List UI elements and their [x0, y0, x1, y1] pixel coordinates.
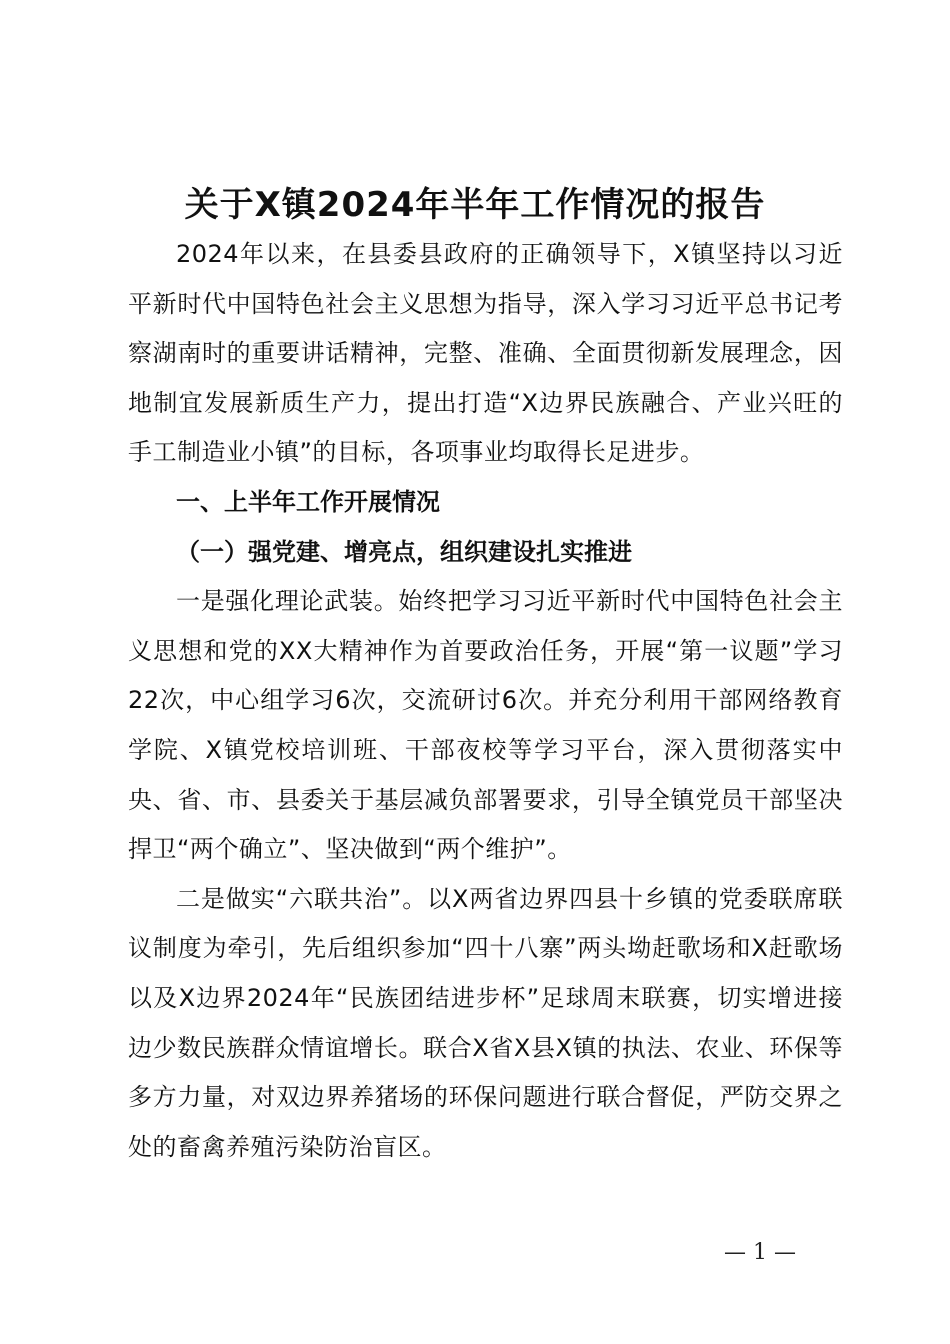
body-paragraph: 二是做实“六联共治”。以X两省边界四县十乡镇的党委联席联议制度为牵引，先后组织参加“四十八寨”两头坳赶歌场和X赶歌场以及X边界2024年“民族团结进步杯”足球周末联赛，切实增进接边少数民族群众情谊增长。联合X省X县X镇的执法、农业、环保等多方力量，对双边界养猪场的环保问题进行联合督促，严防交界之处的畜禽养殖污染防治盲区。	[128, 884, 843, 1161]
subsection-heading: （一）强党建、增亮点，组织建设扎实推进	[176, 537, 632, 566]
intro-paragraph: 2024年以来，在县委县政府的正确领导下，X镇坚持以习近平新时代中国特色社会主义思想为指导，深入学习习近平总书记考察湖南时的重要讲话精神，完整、准确、全面贯彻新发展理念，因地制宜发展新质生产力，提出打造“X边界民族融合、产业兴旺的手工制造业小镇”的目标，各项事业均取得长足进步。	[128, 240, 843, 467]
body-paragraph: 一是强化理论武装。始终把学习习近平新时代中国特色社会主义思想和党的XX大精神作为首要政治任务，开展“第一议题”学习22次，中心组学习6次，交流研讨6次。并充分利用干部网络教育学院、X镇党校培训班、干部夜校等学习平台，深入贯彻落实中央、省、市、县委关于基层减负部署要求，引导全镇党员干部坚决捍卫“两个确立”、坚决做到“两个维护”。	[128, 587, 843, 864]
page-number: — 1 —	[724, 1240, 796, 1265]
document-body	[128, 230, 843, 1172]
section-heading: 一、上半年工作开展情况	[176, 487, 440, 516]
document-title: 关于X镇2024年半年工作情况的报告	[184, 185, 766, 225]
